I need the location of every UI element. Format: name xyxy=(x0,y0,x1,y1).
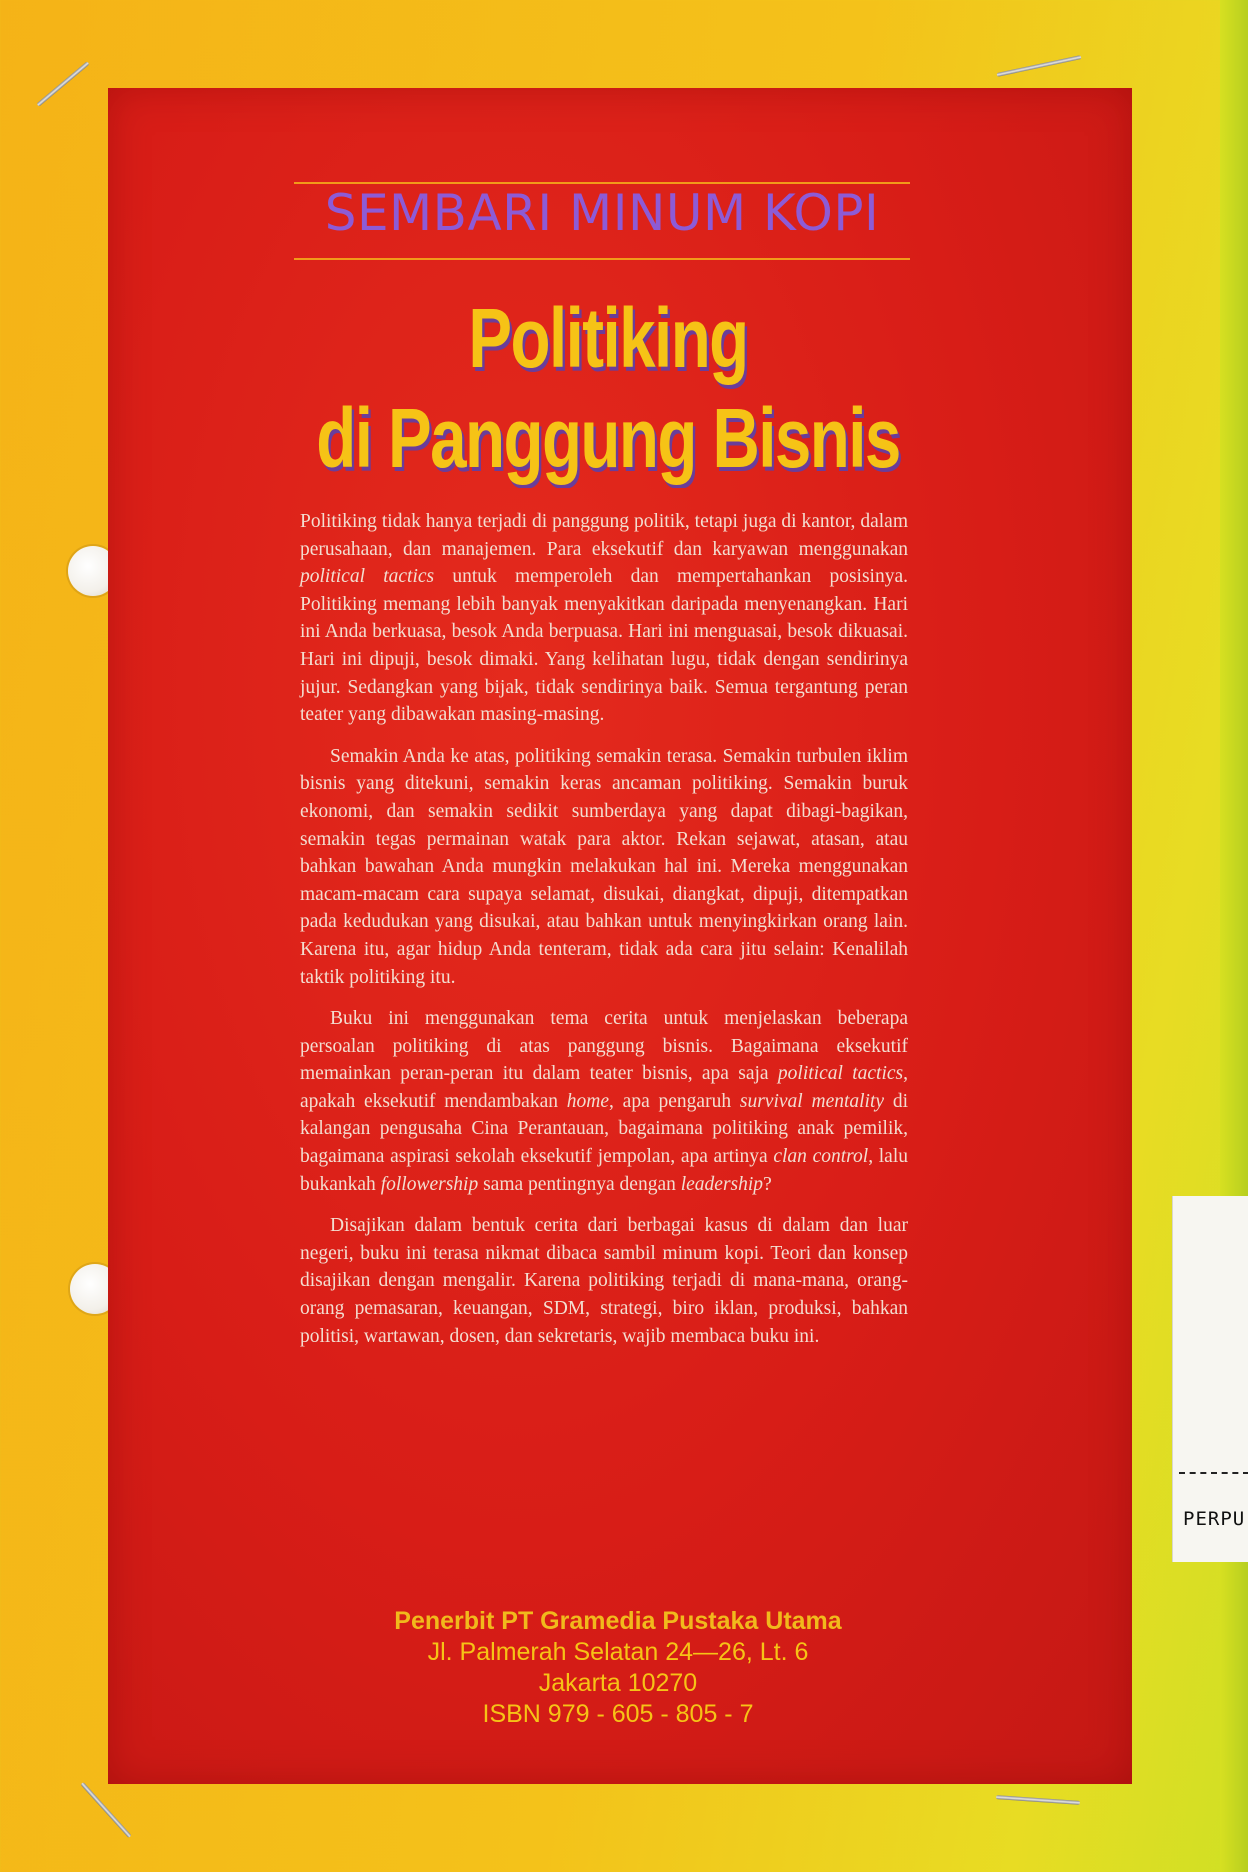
blurb-paragraph-4: Disajikan dalam bentuk cerita dari berbagai kasus di dalam dan luar negeri, buku ini terasa nikmat dibaca sambil minum kopi. Teori dan konsep disajikan dengan mengalir. Karena politiking terjadi di mana-mana, orang-orang pemasaran, keuangan, SDM, strategi, biro iklan, produksi, bahkan politisi, wartawan, dosen, dan sekretaris, wajib membaca buku ini. xyxy=(300,1215,908,1347)
italic-term: leadership xyxy=(680,1173,764,1195)
blurb xyxy=(300,508,908,1364)
series-rule-bottom xyxy=(294,258,910,260)
italic-term: clan control xyxy=(773,1146,869,1168)
italic-term: political tactics xyxy=(300,566,435,588)
staple xyxy=(36,61,89,106)
italic-term: home xyxy=(566,1090,610,1112)
series-title: SEMBARI MINUM KOPI xyxy=(324,184,880,242)
blurb-paragraph-1: Politiking tidak hanya terjadi di panggung politik, tetapi juga di kantor, dalam perusahaan, dan manajemen. Para eksekutif dan karyawan menggunakan political tactics untuk memperoleh dan mempertahankan posisinya. Politiking memang lebih banyak menyakitkan daripada menyenangkan. Hari ini Anda berkuasa, besok Anda berpuasa. Hari ini menguasai, besok dikuasai. Hari ini dipuji, besok dimaki. Yang kelihatan lugu, tidak dengan sendirinya jujur. Sedangkan yang bijak, tidak sendirinya baik. Semua tergantung peran teater yang dibawakan masing-masing. xyxy=(300,511,908,726)
italic-term: followership xyxy=(380,1173,479,1195)
staple xyxy=(997,55,1082,77)
label-dashed-line xyxy=(1179,1472,1248,1474)
blurb-paragraph-3: Buku ini menggunakan tema cerita untuk menjelaskan beberapa persoalan politiking di atas panggung bisnis. Bagaimana eksekutif memainkan peran-peran itu dalam teater bisnis, apa saja political tactics, apakah eksekutif mendambakan home, apa pengaruh survival mentality di kalangan pengusaha Cina Perantauan, bagaimana politiking anak pemilik, bagaimana aspirasi sekolah eksekutif jempolan, apa artinya clan control, lalu bukankah followership sama pentingnya dengan leadership? xyxy=(300,1008,908,1195)
publisher-name: Penerbit PT Gramedia Pustaka Utama xyxy=(394,1607,842,1635)
book-title-line2: di Panggung Bisnis xyxy=(316,391,900,485)
staple xyxy=(996,1795,1080,1805)
book-title-line1: Politiking xyxy=(468,291,748,385)
italic-term: survival mentality xyxy=(739,1090,885,1112)
isbn: ISBN 979 - 605 - 805 - 7 xyxy=(482,1700,754,1728)
blurb-paragraph-2: Semakin Anda ke atas, politiking semakin terasa. Semakin turbulen iklim bisnis yang ditekuni, semakin keras ancaman politiking. Semakin buruk ekonomi, dan semakin sedikit sumberdaya yang dapat dibagi-bagikan, semakin tegas permainan watak para aktor. Rekan sejawat, atasan, atau bahkan bawahan Anda mungkin melakukan hal ini. Mereka menggunakan macam-macam cara supaya selamat, disukai, diangkat, dipuji, ditempatkan pada kedudukan yang disukai, atau bahkan untuk menyingkirkan orang lain. Karena itu, agar hidup Anda tenteram, tidak ada cara jitu selain: Kenalilah taktik politiking itu. xyxy=(300,745,908,988)
library-label xyxy=(1172,1196,1248,1562)
publisher-address: Jl. Palmerah Selatan 24—26, Lt. 6 xyxy=(427,1638,809,1666)
italic-term: political tactics xyxy=(777,1063,904,1085)
publisher-city: Jakarta 10270 xyxy=(538,1669,698,1697)
library-label-text: PERPU xyxy=(1183,1508,1246,1530)
book-title xyxy=(312,288,905,488)
spine-edge xyxy=(1220,0,1248,1872)
staple xyxy=(80,1782,131,1838)
publisher-block xyxy=(268,1606,968,1730)
red-panel xyxy=(108,88,1132,1784)
